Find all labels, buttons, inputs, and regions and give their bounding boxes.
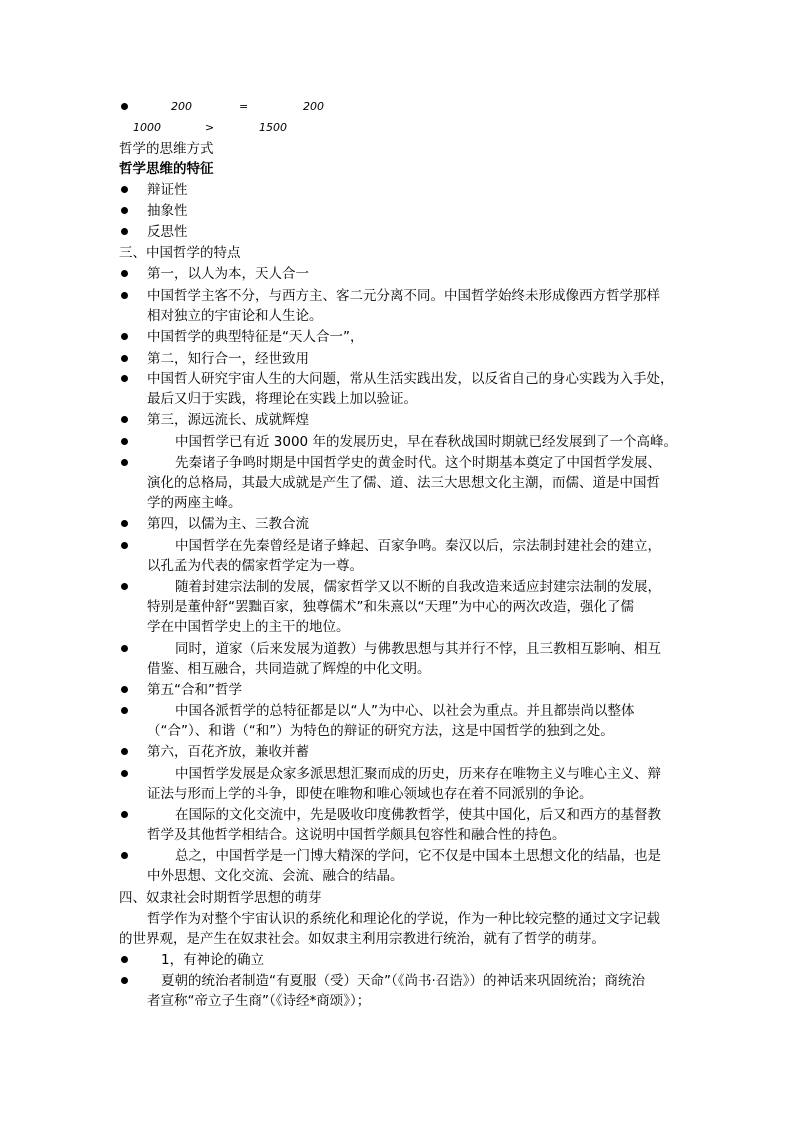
- paragraph-line: 随着封建宗法制的发展，儒家哲学又以不断的自我改造来适应封建宗法制的发展，: [175, 579, 661, 595]
- paragraph-line: 的世界观，是产生在奴隶社会。如奴隶主利用宗教进行统治，就有了哲学的萌芽。: [119, 931, 605, 947]
- bullet-icon: [121, 770, 128, 777]
- paragraph-line: 哲学作为对整个宇宙认识的系统化和理论化的学说，作为一种比较完整的通过文字记载: [147, 911, 660, 927]
- paragraph-line: 1，有神论的确立: [161, 952, 265, 968]
- paragraph-line: 学在中国哲学史上的主干的地位。: [147, 619, 350, 635]
- paragraph-line: 夏朝的统治者制造“有夏服（受）天命”（《尚书·召诰》）的神话来巩固统治；商统治: [161, 973, 646, 989]
- bullet-icon: [121, 707, 128, 714]
- paragraph-line: 相对独立的宇宙论和人生论。: [147, 308, 323, 324]
- bullet-icon: [121, 811, 128, 818]
- paragraph-line: 中国哲学发展是众家多派思想汇聚而成的历史，历来存在唯物主义与唯心主义、辩: [175, 766, 661, 782]
- paragraph-line: 最后又归于实践，将理论在实践上加以验证。: [147, 391, 417, 407]
- paragraph-line: 特别是董仲舒“罢黜百家，独尊儒术”和朱熹以“天理”为中心的两次改造，强化了儒: [147, 599, 634, 615]
- bullet-icon: [121, 416, 128, 423]
- paragraph-line: 第一，以人为本，天人合一: [147, 266, 309, 282]
- trait-item: 辩证性: [147, 182, 188, 198]
- bullet-icon: [121, 103, 128, 110]
- paragraph-line: 中国哲学已有近 3000 年的发展历史，早在春秋战国时期就已经发展到了一个高峰。: [175, 434, 677, 450]
- formula-value: 1000: [133, 121, 161, 134]
- trait-item: 反思性: [147, 224, 188, 240]
- paragraph-line: 学的两座主峰。: [147, 495, 242, 511]
- section-title: 四、奴隶社会时期哲学思想的萌芽: [119, 890, 322, 906]
- formula-value: 200: [303, 100, 324, 113]
- paragraph-line: 以孔孟为代表的儒家哲学定为一尊。: [147, 558, 363, 574]
- paragraph-line: 第三，源远流长、成就辉煌: [147, 412, 309, 428]
- paragraph-line: 中国哲学主客不分，与西方主、客二元分离不同。中国哲学始终未形成像西方哲学那样: [147, 288, 660, 304]
- bullet-icon: [121, 333, 128, 340]
- paragraph-line: 先秦诸子争鸣时期是中国哲学史的黄金时代。这个时期基本奠定了中国哲学发展、: [175, 455, 661, 471]
- paragraph-line: 者宣称“帝立子生商”（《诗经*商颂》）；: [147, 993, 371, 1009]
- paragraph-line: 借鉴、相互融合，共同造就了辉煌的中化文明。: [147, 661, 431, 677]
- heading-thinking-mode: 哲学的思维方式: [119, 141, 214, 157]
- bullet-icon: [121, 542, 128, 549]
- paragraph-line: 中国哲学在先秦曾经是诸子蜂起、百家争鸣。秦汉以后，宗法制封建社会的建立，: [175, 538, 661, 554]
- paragraph-line: 总之，中国哲学是一门博大精深的学问，它不仅是中国本土思想文化的结晶，也是: [175, 848, 661, 864]
- bullet-icon: [121, 375, 128, 382]
- paragraph-line: 第六，百花齐放，兼收并蓄: [147, 744, 309, 760]
- trait-item: 抽象性: [147, 203, 188, 219]
- bullet-icon: [121, 438, 128, 445]
- paragraph-line: 哲学及其他哲学相结合。这说明中国哲学颇具包容性和融合性的持色。: [147, 827, 566, 843]
- paragraph-line: 中国各派哲学的总特征都是以“人”为中心、以社会为重点。并且都崇尚以整体: [175, 703, 635, 719]
- paragraph-line: 同时，道家（后来发展为道教）与佛教思想与其并行不悖，且三教相互影响、相互: [175, 641, 661, 657]
- formula-value: 1500: [259, 121, 287, 134]
- paragraph-line: （“合”）、和谐（“和”）为特色的辩证的研究方法，这是中国哲学的独到之处。: [147, 723, 614, 739]
- bullet-icon: [121, 459, 128, 466]
- paragraph-line: 证法与形而上学的斗争，即使在唯物和唯心领域也存在着不同派别的争论。: [147, 786, 593, 802]
- bullet-icon: [121, 977, 128, 984]
- paragraph-line: 中国哲人研究宇宙人生的大问题，常从生活实践出发，以反省自己的身心实践为入手处，: [147, 371, 674, 387]
- paragraph-line: 第五“合和”哲学: [147, 682, 242, 698]
- bullet-icon: [121, 686, 128, 693]
- bullet-icon: [121, 956, 128, 963]
- formula-operator: >: [205, 121, 215, 134]
- paragraph-line: 中外思想、文化交流、会流、融合的结晶。: [147, 868, 404, 884]
- paragraph-line: 中国哲学的典型特征是“天人合一”，: [147, 329, 364, 345]
- heading-thinking-traits: 哲学思维的特征: [119, 161, 214, 177]
- bullet-icon: [121, 186, 128, 193]
- paragraph-line: 在国际的文化交流中，先是吸收印度佛教哲学，使其中国化，后又和西方的基督教: [175, 807, 661, 823]
- bullet-icon: [121, 355, 128, 362]
- paragraph-line: 第二，知行合一，经世致用: [147, 351, 309, 367]
- bullet-icon: [121, 228, 128, 235]
- bullet-icon: [121, 207, 128, 214]
- formula-value: 200: [171, 100, 192, 113]
- section-title: 三、中国哲学的特点: [119, 245, 241, 261]
- paragraph-line: 第四，以儒为主、三教合流: [147, 516, 309, 532]
- paragraph-line: 演化的总格局，其最大成就是产生了儒、道、法三大思想文化主潮，而儒、道是中国哲: [147, 475, 660, 491]
- bullet-icon: [121, 852, 128, 859]
- bullet-icon: [121, 292, 128, 299]
- formula-operator: =: [239, 100, 249, 113]
- bullet-icon: [121, 645, 128, 652]
- bullet-icon: [121, 520, 128, 527]
- bullet-icon: [121, 748, 128, 755]
- bullet-icon: [121, 270, 128, 277]
- bullet-icon: [121, 583, 128, 590]
